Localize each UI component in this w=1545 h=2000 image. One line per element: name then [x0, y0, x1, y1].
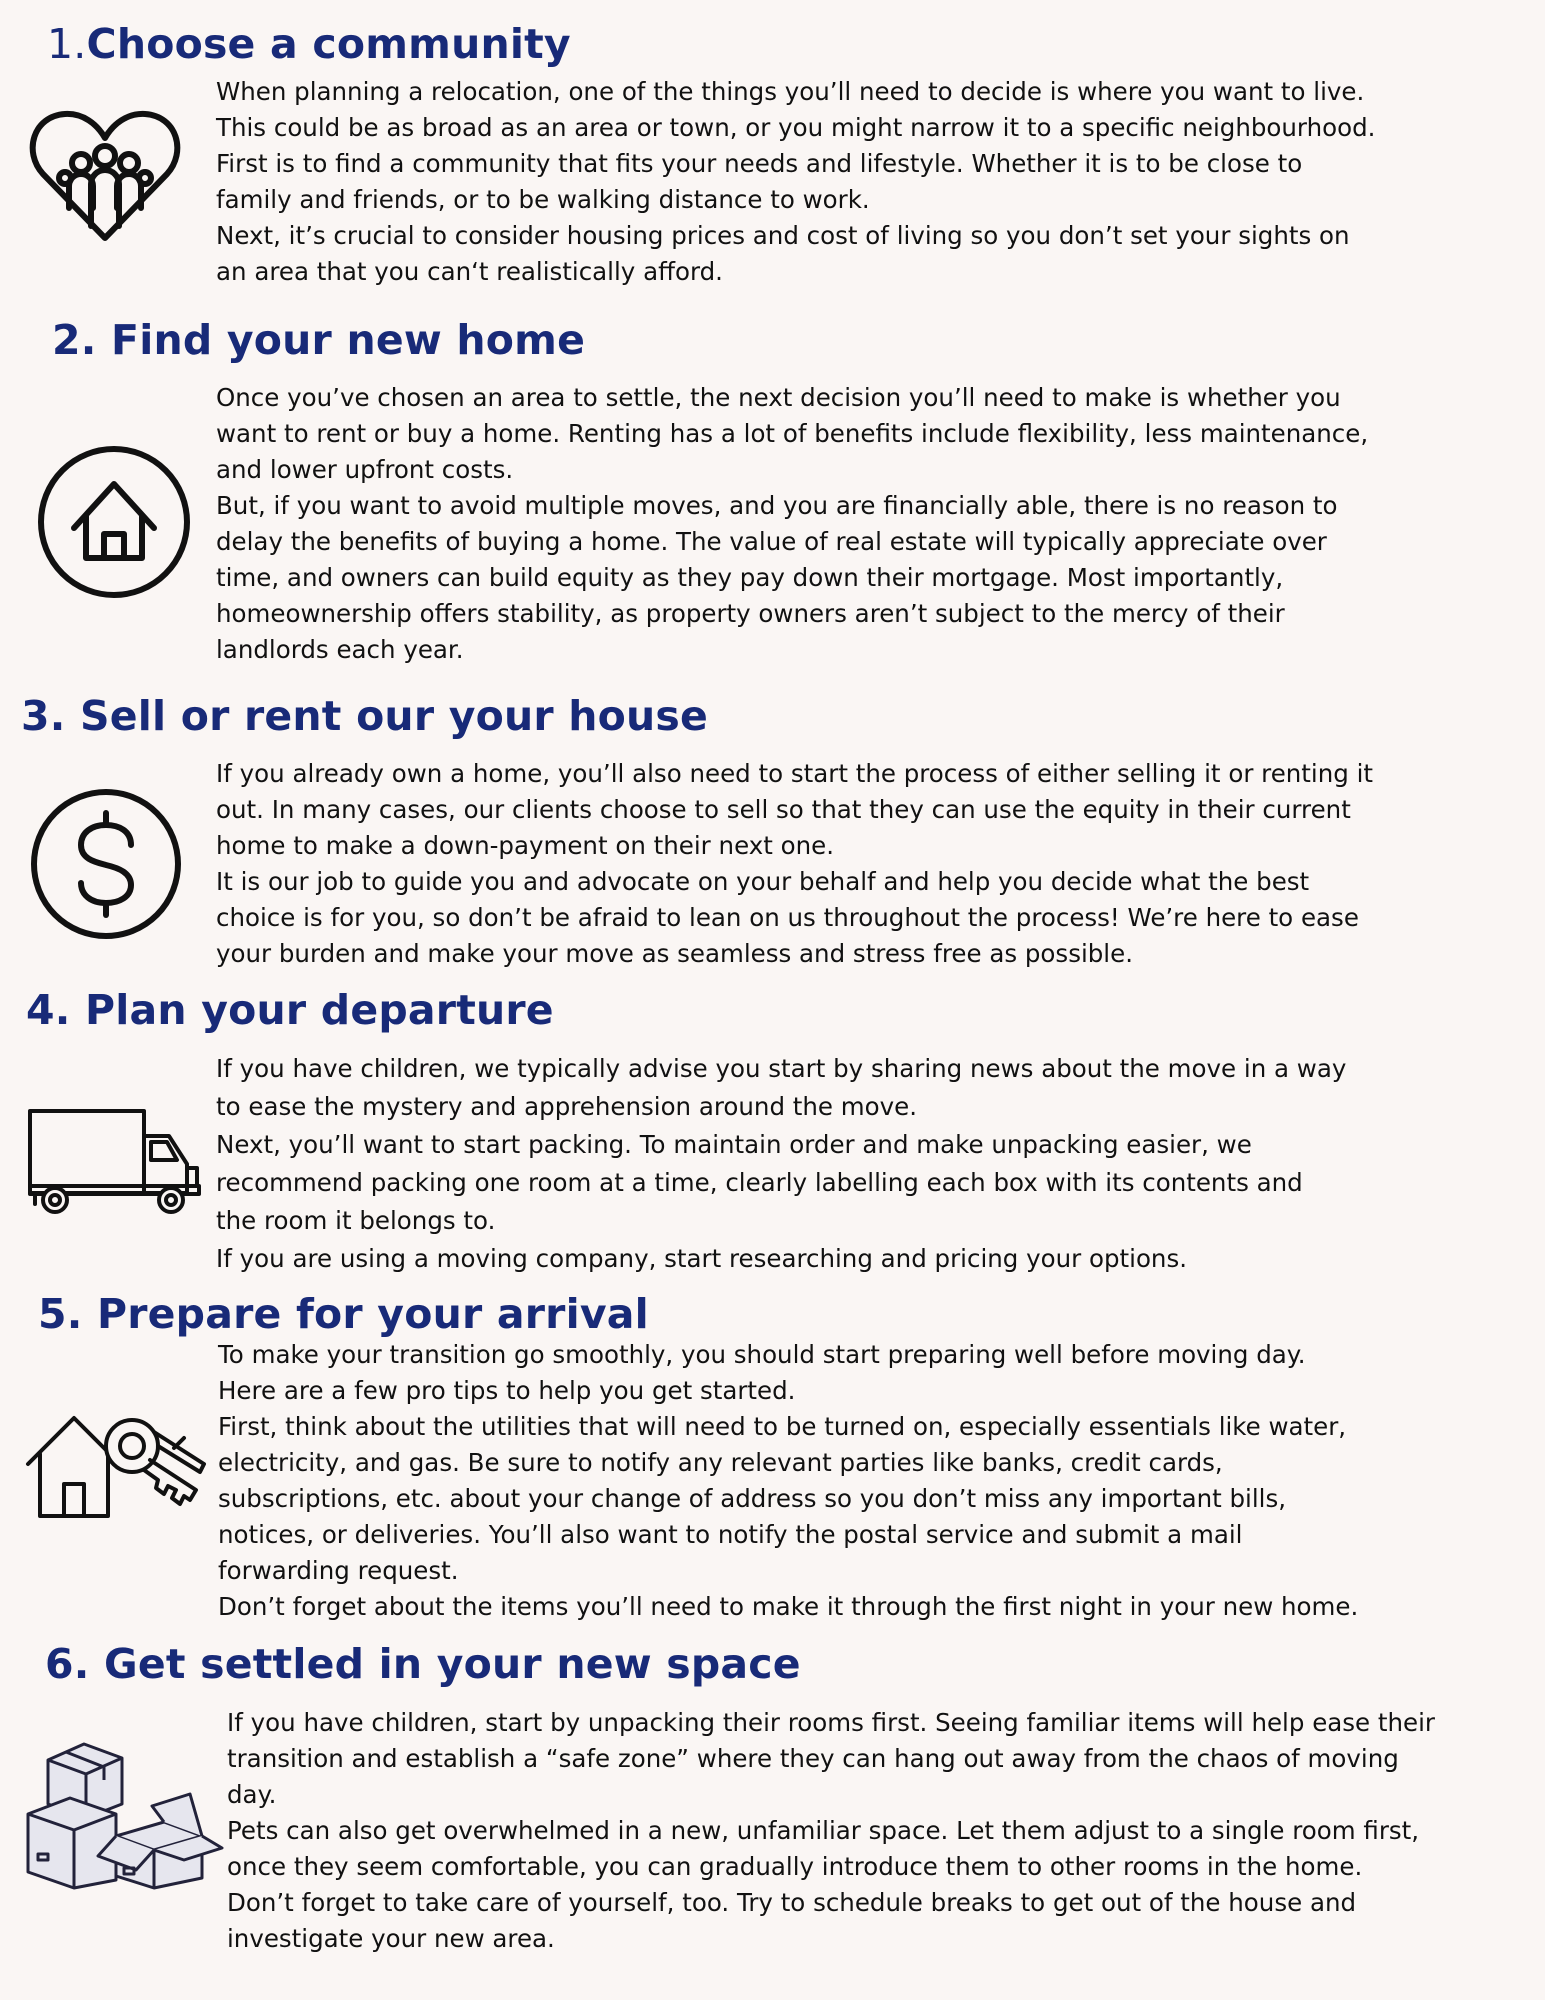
section-2-line-8: landlords each year.	[216, 635, 464, 664]
section-6-title: Get settled in your new space	[104, 1640, 801, 1688]
section-1-line-1: When planning a relocation, one of the things you’ll need to decide is where you want to live.	[216, 77, 1365, 106]
section-5-line-6: notices, or deliveries. You’ll also want to notify the postal service and submit a mail	[218, 1520, 1243, 1549]
section-2-line-2: want to rent or buy a home. Renting has a lot of benefits include flexibility, less maintenance,	[216, 419, 1369, 448]
section-4-line-3: Next, you’ll want to start packing. To maintain order and make unpacking easier, we	[216, 1130, 1252, 1159]
section-6-body	[227, 1705, 1435, 1957]
home-icon	[36, 444, 192, 600]
moving-boxes-icon	[24, 1740, 228, 1890]
section-1-line-4: family and friends, or to be walking distance to work.	[216, 185, 870, 214]
section-6-line-2: transition and establish a “safe zone” where they can hang out away from the chaos of moving	[227, 1744, 1399, 1773]
section-4-number: 4.	[26, 986, 71, 1034]
section-6-line-5: once they seem comfortable, you can gradually introduce them to other rooms in the home.	[227, 1852, 1363, 1881]
section-4-title: Plan your departure	[85, 986, 554, 1034]
section-1-number: 1.	[47, 20, 87, 68]
section-6-heading	[45, 1640, 801, 1688]
section-4-line-1: If you have children, we typically advise you start by sharing news about the move in a way	[216, 1054, 1347, 1083]
section-3-title: Sell or rent our your house	[80, 692, 709, 740]
section-3-number: 3.	[21, 692, 66, 740]
section-5-line-3: First, think about the utilities that will need to be turned on, especially essentials like water,	[218, 1412, 1347, 1441]
section-5-body	[218, 1337, 1358, 1625]
section-2-number: 2.	[52, 316, 97, 364]
heart-community-icon	[25, 108, 185, 248]
section-1-title: Choose a community	[86, 20, 571, 68]
section-1-line-5: Next, it’s crucial to consider housing prices and cost of living so you don’t set your sights on	[216, 221, 1350, 250]
section-5-heading	[38, 1290, 649, 1338]
section-6-line-4: Pets can also get overwhelmed in a new, unfamiliar space. Let them adjust to a single room first,	[227, 1816, 1420, 1845]
section-5-line-4: electricity, and gas. Be sure to notify any relevant parties like banks, credit cards,	[218, 1448, 1223, 1477]
section-1-line-2: This could be as broad as an area or town, or you might narrow it to a specific neighbourhood.	[216, 113, 1376, 142]
dollar-icon	[29, 787, 183, 941]
section-1-line-3: First is to find a community that fits your needs and lifestyle. Whether it is to be close to	[216, 149, 1303, 178]
section-6-line-6: Don’t forget to take care of yourself, too. Try to schedule breaks to get out of the house and	[227, 1888, 1357, 1917]
section-5-line-2: Here are a few pro tips to help you get started.	[218, 1376, 796, 1405]
section-2-line-5: delay the benefits of buying a home. The value of real estate will typically appreciate over	[216, 527, 1327, 556]
section-2-title: Find your new home	[111, 316, 586, 364]
section-5-title: Prepare for your arrival	[97, 1290, 649, 1338]
section-3-heading	[21, 692, 708, 740]
section-3-line-5: choice is for you, so don’t be afraid to lean on us throughout the process! We’re here to ease	[216, 903, 1359, 932]
section-6-line-1: If you have children, start by unpacking their rooms first. Seeing familiar items will help ease their	[227, 1708, 1435, 1737]
section-2-body	[216, 380, 1368, 668]
section-1-line-6: an area that you can‘t realistically afford.	[216, 257, 723, 286]
section-5-line-7: forwarding request.	[218, 1556, 459, 1585]
section-3-line-6: your burden and make your move as seamless and stress free as possible.	[216, 939, 1133, 968]
section-6-line-3: day.	[227, 1780, 277, 1809]
section-4-heading	[26, 986, 554, 1034]
section-3-line-2: out. In many cases, our clients choose to sell so that they can use the equity in their current	[216, 795, 1351, 824]
section-5-line-5: subscriptions, etc. about your change of address so you don’t miss any important bills,	[218, 1484, 1287, 1513]
section-3-line-3: home to make a down-payment on their next one.	[216, 831, 834, 860]
section-4-line-2: to ease the mystery and apprehension around the move.	[216, 1092, 918, 1121]
section-1-body	[216, 74, 1375, 290]
section-2-line-3: and lower upfront costs.	[216, 455, 514, 484]
section-2-line-4: But, if you want to avoid multiple moves, and you are financially able, there is no reason to	[216, 491, 1338, 520]
section-4-line-6: If you are using a moving company, start researching and pricing your options.	[216, 1244, 1188, 1273]
section-2-line-6: time, and owners can build equity as they pay down their mortgage. Most importantly,	[216, 563, 1284, 592]
section-3-line-4: It is our job to guide you and advocate on your behalf and help you decide what the best	[216, 867, 1310, 896]
section-3-line-1: If you already own a home, you’ll also need to start the process of either selling it or renting it	[216, 759, 1374, 788]
section-4-line-5: the room it belongs to.	[216, 1206, 496, 1235]
moving-truck-icon	[27, 1108, 203, 1214]
house-key-icon	[24, 1410, 214, 1520]
section-2-heading	[52, 316, 585, 364]
section-4-line-4: recommend packing one room at a time, clearly labelling each box with its contents and	[216, 1168, 1303, 1197]
section-2-line-1: Once you’ve chosen an area to settle, the next decision you’ll need to make is whether you	[216, 383, 1341, 412]
section-2-line-7: homeownership offers stability, as property owners aren’t subject to the mercy of their	[216, 599, 1285, 628]
section-1-heading	[47, 20, 571, 68]
section-5-number: 5.	[38, 1290, 83, 1338]
section-5-line-8: Don’t forget about the items you’ll need to make it through the first night in your new home.	[218, 1592, 1359, 1621]
section-6-line-7: investigate your new area.	[227, 1924, 555, 1953]
section-6-number: 6.	[45, 1640, 90, 1688]
section-3-body	[216, 756, 1373, 972]
section-5-line-1: To make your transition go smoothly, you should start preparing well before moving day.	[218, 1340, 1306, 1369]
section-4-body	[216, 1050, 1346, 1278]
